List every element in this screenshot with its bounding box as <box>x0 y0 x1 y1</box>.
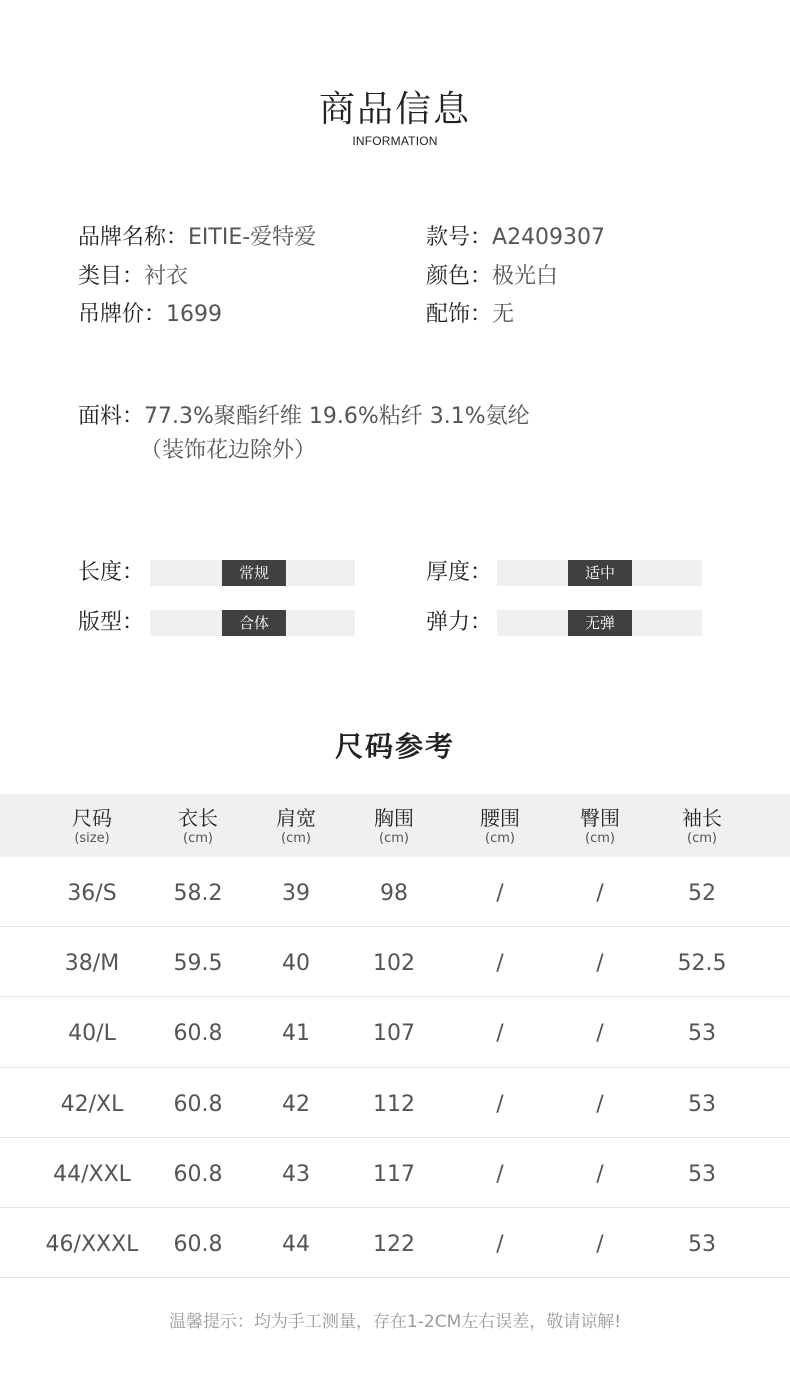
cell-sleeve: 52 <box>688 881 716 906</box>
elasticity-label: 弹力： <box>426 610 493 635</box>
brand-value: EITIE-爱特爱 <box>188 225 317 250</box>
cell-length: 60.8 <box>173 1161 223 1187</box>
cell-shoulder: 44 <box>282 1232 310 1257</box>
cell-chest: 98 <box>380 881 408 906</box>
size-chart-title: 尺码参考 <box>334 730 455 763</box>
section-title-product-info: 商品信息 <box>318 89 471 130</box>
style-no-info <box>426 223 605 253</box>
category-value: 衬衣 <box>144 264 189 289</box>
header-label: 腰围 <box>480 806 520 830</box>
cell-length: 59.5 <box>173 951 223 977</box>
cell-shoulder: 40 <box>282 951 310 977</box>
cell-sleeve: 53 <box>688 1161 716 1187</box>
cell-size: 40/L <box>68 1021 116 1047</box>
header-sleeve <box>652 805 752 847</box>
header-unit: (cm) <box>281 831 311 846</box>
cell-sleeve: 53 <box>688 1021 716 1047</box>
measurement-note: 温馨提示：均为手工测量，存在1-2CM左右误差，敬请谅解! <box>168 1312 622 1332</box>
header-label: 臀围 <box>580 806 620 830</box>
color-value: 极光白 <box>492 264 559 289</box>
header-unit: (size) <box>74 831 110 846</box>
header-size <box>42 805 142 847</box>
cell-shoulder: 39 <box>282 881 310 906</box>
cell-length: 60.8 <box>173 1021 223 1047</box>
header-length <box>148 805 248 847</box>
cell-chest: 107 <box>373 1021 415 1047</box>
thickness-label: 厚度： <box>426 560 493 585</box>
row-divider <box>0 1067 790 1068</box>
accessory-value: 无 <box>492 302 515 327</box>
color-label: 颜色： <box>426 264 493 289</box>
fabric-label: 面料： <box>78 404 145 429</box>
cell-waist: / <box>496 1232 504 1257</box>
cell-hip: / <box>596 1021 604 1047</box>
cell-hip: / <box>596 881 604 906</box>
length-tag: 常规 <box>222 560 286 586</box>
cell-size: 42/XL <box>60 1091 124 1117</box>
category-label: 类目： <box>78 264 145 289</box>
cell-size: 46/XXXL <box>45 1232 139 1257</box>
row-divider <box>0 926 790 927</box>
cell-waist: / <box>496 1161 504 1187</box>
cell-sleeve: 53 <box>688 1091 716 1117</box>
cell-waist: / <box>496 881 504 906</box>
header-unit: (cm) <box>485 831 515 846</box>
header-label: 肩宽 <box>276 806 316 830</box>
header-label: 衣长 <box>178 806 218 830</box>
header-label: 袖长 <box>682 806 722 830</box>
cell-shoulder: 43 <box>282 1161 310 1187</box>
accessory-info <box>426 300 514 330</box>
length-label: 长度： <box>78 560 145 585</box>
row-divider <box>0 996 790 997</box>
cell-size: 36/S <box>67 881 117 906</box>
header-label: 胸围 <box>374 806 414 830</box>
thickness-tag: 适中 <box>568 560 632 586</box>
header-shoulder <box>246 805 346 847</box>
price-value: 1699 <box>166 302 223 327</box>
cell-hip: / <box>596 1232 604 1257</box>
elasticity-tag: 无弹 <box>568 610 632 636</box>
header-chest <box>344 805 444 847</box>
fit-label: 版型： <box>78 610 145 635</box>
cell-sleeve: 53 <box>688 1232 716 1257</box>
header-unit: (cm) <box>183 831 213 846</box>
cell-waist: / <box>496 1091 504 1117</box>
color-info <box>426 262 558 292</box>
brand-info <box>78 223 316 253</box>
row-divider <box>0 1207 790 1208</box>
cell-hip: / <box>596 1091 604 1117</box>
fit-tag: 合体 <box>222 610 286 636</box>
brand-label: 品牌名称： <box>78 225 189 250</box>
cell-waist: / <box>496 1021 504 1047</box>
cell-shoulder: 41 <box>282 1021 310 1047</box>
header-unit: (cm) <box>687 831 717 846</box>
fabric-note: （装饰花边除外） <box>140 438 317 463</box>
category-info <box>78 262 188 292</box>
cell-hip: / <box>596 951 604 977</box>
cell-size: 38/M <box>64 951 120 977</box>
cell-waist: / <box>496 951 504 977</box>
cell-length: 58.2 <box>173 881 223 906</box>
row-divider <box>0 1137 790 1138</box>
cell-hip: / <box>596 1161 604 1187</box>
fabric-composition: 77.3%聚酯纤维 19.6%粘纤 3.1%氨纶 <box>144 404 530 429</box>
header-waist <box>450 805 550 847</box>
style-no-label: 款号： <box>426 225 493 250</box>
section-subtitle-information: INFORMATION <box>352 134 438 148</box>
price-info <box>78 300 222 330</box>
row-divider <box>0 1277 790 1278</box>
header-unit: (cm) <box>379 831 409 846</box>
cell-length: 60.8 <box>173 1091 223 1117</box>
header-unit: (cm) <box>585 831 615 846</box>
cell-chest: 117 <box>373 1161 415 1187</box>
cell-chest: 122 <box>373 1232 415 1257</box>
cell-chest: 102 <box>373 951 415 977</box>
fabric-info <box>78 400 530 434</box>
cell-length: 60.8 <box>173 1232 223 1257</box>
cell-sleeve: 52.5 <box>677 951 727 977</box>
price-label: 吊牌价： <box>78 302 167 327</box>
header-label: 尺码 <box>72 806 112 830</box>
header-hip <box>550 805 650 847</box>
accessory-label: 配饰： <box>426 302 493 327</box>
cell-size: 44/XXL <box>53 1161 131 1187</box>
cell-chest: 112 <box>373 1091 415 1117</box>
style-no-value: A2409307 <box>492 225 606 250</box>
cell-shoulder: 42 <box>282 1091 310 1117</box>
